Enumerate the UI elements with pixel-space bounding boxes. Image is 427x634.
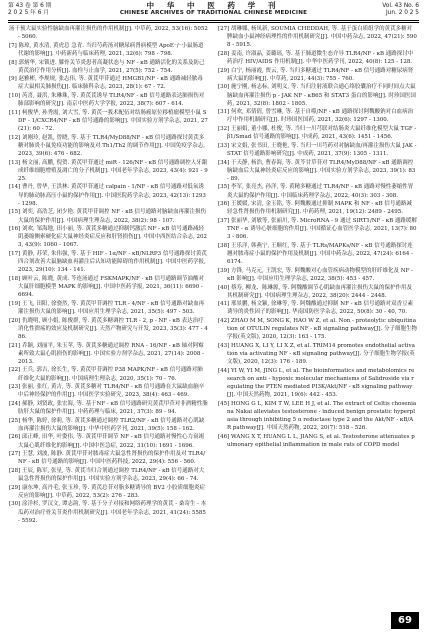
reference-item: [34] 于天静, 杨浩, 曹春海, 等. 黄芩甘草苷对 TLR4/MyD88/NF - κB 通路调控脑缺血后大鼠神经炎症反应的影响[J]. 中国实验方剂学杂志, 2023, 39(1): 83 - 89. (218, 159, 416, 182)
reference-item: [28] 王辰, 陈军, 张星, 等. 黄芪当归合剂通过调控 TLR4/NF - κB 信号通路对大鼠急性肾损伤的保护作用[J]. 中国实验方剂学杂志, 2023, 29(4): 66 - 74. (9, 467, 205, 483)
reference-item: [31] 何欢, 邓倩倩, 曾雪琳, 等. 基于自噬/NF - κB 通路探讨阿魏酸钠对白血病治疗中作用机制研究[J]. 时珍国医国药, 2021, 32(6): 1297 - 1300. (218, 109, 414, 124)
reference-item: [43] HUANG X, LI Y, LI X Z, et al. TRIM14 promotes endothelial activation via activating NF - κB signaling pathway[J]. 分子细胞生物学报(英文版), 2020, 12(3): 176 - 189. (218, 342, 415, 366)
journal-title-en: CHINESE ARCHIVES OF TRADITIONAL CHINESE MEDICINE (119, 10, 308, 16)
page-number: 69 (391, 612, 419, 629)
reference-item: [27] 胡琳娜, 杨凤新, SOUMIA CHEDDAH, 等. 基于蛋白质组学的黄芪多糖对脾缺血小鼠神经病理性的作用机制研究[J]. 中国中药杂志, 2022, 47(21): 5908 - 5915. (218, 26, 417, 49)
reference-item: [42] ZHAO M M, SONG K, HAO W Z, et al. Non - proteolytic ubiquitination of OTULIN regulates NF - κB signaling pathway[J]. 分子细胞生物学报(英文版), 2020, 12(3): 163 - 175. (218, 318, 417, 341)
reference-item: [13] 杨文丽, 高鹏, 倪贺. 黄芪甲苷通过 miR - 126/NF - κB 信号通路调控人牙龈成纤维细胞增殖及凋亡的分子机制[J]. 中国老年学杂志, 2023, 43(4): 921 - 925. (9, 159, 208, 182)
issue-info (8, 3, 51, 17)
references-right-column (218, 25, 417, 450)
reference-item: [45] HONG G L, KIM T W, LEE H J, et al. The extract of Celtis choseniana Nakai alleviates testosterone - induced benign prostatic hyperplasia through inhibiting 5 α reductase type 2 and the Akt/NF - κB/AR pathway[J]. 中国天然药物, 2022, 20(7): 518 - 526. (218, 400, 417, 432)
reference-item: [27] 王慧, 刘波, 陈静. 黄芪甲苷对脓毒症大鼠急性肾损伤的保护作用及对 TLR4/NF - κB 信号通路的影响[J]. 中国中医药科技, 2022, 29(4): 556 - 560. (9, 451, 206, 466)
reference-item: [21] 乔颖, 刘丽平, 朱玉苹, 等. 黄芪多糖通过调控 RNA - 16/NF - κB 轴对阿霉素所致大鼠心肌损伤的影响[J]. 中国实验方剂学杂志, 2021, 27(14): 2008 - 2013. (9, 342, 204, 365)
reference-item: [14] 曹丹, 曾华, 王洪林. 黄芪甲苷通过 calpain - 1/NF - κB 信号通路对低氧诱导的肺动脉高压小鼠的保护作用[J]. 中国医院药学杂志, 2023, 42(13): 1293 - 1298. (9, 184, 206, 207)
reference-item: [11] 柯俊华, 孙秀霞, 刘大雪, 等. 黄芪一莪术配伍对结肠癌原位移植瘤模型小鼠 SDF - 1/CXCR4/NF - κB 信号通路的影响[J]. 中国实验方剂学杂志, 2021, 27(21): 60 - 72. (9, 109, 208, 133)
reference-item: [37] 张丽华, 刘敏等, 张丽川, 等. MicroRNA - 9 通过 SIRT1/NF - κB 通路缓解 TNF - α 诱导心脏细胞的作用[J]. 中国循证心血管医学杂志, 2021, 13(7): 803 - 806. (218, 217, 417, 241)
references-left-column (9, 25, 208, 525)
reference-item: [29] 白宁, 杨丽霞, 贾云, 等. 当归多糖通过 TLR4/NF - κB 信号通路对糖尿病肾病大鼠的影响[J]. 中草药, 2021, 44(3): 755 - 760. (218, 67, 414, 82)
reference-item: [12] 刘刚玲, 赵凯, 曾晓, 等. 基于 TLR4/MyD88/NF - κB 信号通路探讨黄芪多糖对肺炎小鼠免疫功能的影响及对 Th1/Th2 的调节作用[J]. 中国免疫学杂志, 2023, 39(6): 476 - 682. (9, 134, 206, 157)
reference-item: [41] 邢景鹏, 杨文颖, 徐琳等, 等. 阿魏酸通过抑制 NF - κB 信号通路对双香豆素诱导的炎性因子的影响[J]. 华南国防医学杂志, 2022, 50(8): 30 - 40, 70. (218, 301, 413, 316)
reference-item: [18] 顾叶云, 陈晓, 黄成. 芩连汤通过 FSKMAPK/NF - κB 信号通路调节油酸对大鼠肝细胞模型 MAPK 的影响[J]. 中国中医药学报, 2021, 36(11): 6690 - 6694. (9, 275, 204, 299)
volume-issue: 第 43 卷 第 6 期 (8, 3, 52, 9)
reference-item: [35] 李军, 张亮杰, 孙洋, 等. 黄精多糖通过 TLR4/NF - κB 通路对慢性萎缩性胃炎大鼠的保护作用[J]. 中国临床药理学杂志, 2022, 40(3): 303 - 308. (218, 184, 414, 199)
reference-item: [36] 王媛媛, 宋清, 金玉铭, 等. 阿魏酸通过抑制 MAPK 和 NF - κB 信号通路减轻急性肾损伤作用机制研究[J]. 中药药理, 2021, 19(12): 2489 - 2495. (218, 201, 412, 216)
reference-item: [15] 刘奕, 高浩芝, 闭少艳. 黄芪甲苷调控 NF - κB 信号通路对脑缺血再灌注损伤大鼠的保护作用[J]. 中国病理生理杂志, 2022, 38(2): 98 - 107. (9, 209, 206, 224)
reference-item: [39] 方锋, 马克元, 王凯宏, 等. 阿魏酸对心血管疾病动物模型的肝纤维化及 NF - κB 影响[J]. 中国应用生理学杂志, 2022, 38(5): 453 - 457. (218, 267, 414, 282)
reference-item: [22] 王兵, 郭吉, 徐长生, 等. 黄芪甲苷调控 P38 MAPK/NF - κB 信号通路对肺纤维化大鼠的影响[J]. 中国病理生理杂志, 2020, 35(1): 70 - 76. (9, 367, 203, 382)
volume-issue-en: Vol. 43 No. 6 (382, 3, 419, 9)
reference-item: [10] 芮喜, 聂洪, 朱琳珠, 等. 黄芪芪诱导 TLR4/NF - κB 信号通路表达肺损伤对肺部影响的研究[J]. 南京中医药大学学报, 2022, 38(7): 607 - 614. (9, 93, 205, 108)
reference-item: [26] 邱正峰, 田华, 叶姿伟, 等. 黄芪甲苷调节 NF - κB 信号通路对慢性心力衰竭大鼠心肌纤维化的影响[J]. 中国中医急症, 2022, 31(10): 1691 - 1696. (9, 434, 204, 449)
header-rule-thin (8, 22, 419, 23)
reference-item: [7] 陈琼, 黄水清, 黄虎总 急青. 当归芍药汤对糖尿病肾病模型 ApoE⁻/⁻小鼠肠道代谢的影响[J]. 中药新药与临床药理, 2021, 32(6): 798 - 798. (9, 42, 204, 57)
reference-item: [9] 赵雅彬, 李规规, 张志伟, 等. 黄芪甲苷通过 HMGB1/NF - κB 通路减轻脓毒症大鼠相关肺损伤[J]. 临床肺科杂志, 2023, 28(1): 67 - 72. (9, 76, 203, 91)
reference-item: [33] 宋文娟, 张书田, 王晓艳, 等. 当归一川芎药对对脑缺血/再灌注损伤大鼠 JAK - STAT 信号通路影响研究[J]. 中成药, 2021, 37(9): 1305 - 1311. (218, 142, 417, 157)
reference-item: [25] 杨华, 陈婷, 徐莉, 等. 黄芪多糖通过调控 TLR2/NF - κB 信号通路对心肌缺血再灌注损伤大鼠的影响[J]. 中华中医药学刊, 2021, 39(5): 158 - 162. (9, 417, 205, 432)
reference-item: [28] 姜南, 许淑晶, 姜璐瑶, 等. 基于肺道微生态介导 TLR4/NF - κB 通路探讨中药治疗 HIV/AIDS 作用机制[J]. 中华中医药学刊, 2022, 40(8): 125 - 128. (218, 50, 414, 66)
reference-item: [32] 王丽娟, 董小娜, 杜俊, 等. 当归一川芎联对结肠炎大鼠纤维化模型大鼠 TGF - β1/Smad 信号通路的影响[J]. 中成药, 2021, 43(6): 1451 - 1456. (218, 126, 417, 141)
reference-item: [17] 黄静, 苏荣, 朱伟强, 等. 基于 HIF - 1α/NF - κB/NLRP3 信号通路探讨黄芪四合剂改善大鼠脑缺血再灌注后认知功能障碍的作用机制[J]. 中国中医药学报, 2023, 29(10): 134 - 141. (9, 251, 207, 274)
journal-header (8, 2, 419, 19)
issue-date: 2 0 2 5 年 6 月 (8, 10, 50, 16)
reference-item: [8] 郭炳华, 宋锁进. 膝骨关节炎患者高凝状态与 NF - κB 通路活化的关系及防己黄芪治疗作用分析[J]. 血栓与止血学, 2021, 27(5): 752 - 754. (9, 59, 205, 74)
header-rule-thick (8, 20, 419, 21)
reference-item: [23] 张丽, 张红, 黄吉, 等. 黄芪多糖对 TLR4/NF - κB 信号通路在大鼠缺血脑卒中后神经保护的作用[J]. 中国医学实验研究, 2023, 38(4): 463 - 469. (9, 384, 205, 399)
reference-item: [16] 刘欢, 邹海地, 田小丽, 等. 黄芪多糖通过抑制钙激活 NF - κB 信号通路减轻肌萎缩侧索硬化症大鼠神经炎症反应和肝肾损伤[J]. 中国中西医结合杂志, 2023, 43(9): 1060 - 1067. (9, 226, 207, 249)
reference-item: [38] 王乐洋, 韩燕宁, 王顺红, 等. 基于 TLRs/MAPKs/NF - κB 信号通路探讨连翘对脓毒症小鼠的保护作用及机制[J]. 中国中药杂志, 2022, 47(24): 6164 - 6174. (218, 242, 413, 266)
reference-item: [40] 蔡寿, 柳龙、陈琳源, 等. 阿魏酸调节心肌缺血再灌注损伤大鼠的保护作用及其机制研究[J]. 中国病理生理杂志, 2022, 38(20): 2444 - 2448. (218, 284, 413, 299)
reference-item: [30] 施宁刚, 杨志标, 刘明义, 等. 当归注射液联合通心络胶囊治疗不同时间点大鼠脑缺血再灌注损伤 p - JAK NF - κB65 和 STAT3 蛋白的影响[J]. 时珍国医国药, 2021, 32(8): 1802 - 1805. (218, 84, 416, 107)
issue-info-en (382, 3, 419, 17)
issue-date-en: Jun. 2 0 2 5 (385, 10, 419, 16)
reference-item: [29] 康东坤, 高丹毛, 张玉珍, 等. 黄芪总苷对脂多糖诱导的 BV2 小胶质细胞炎症反应的影响[J]. 中草药, 2022, 53(2): 276 - 283. (9, 484, 206, 499)
reference-item: 汤干预大鼠实验性脑缺血再灌注损伤的作用机制[J]. 中草药, 2022, 53(16): 5052 - 5060. (9, 26, 208, 41)
reference-item: [19] 王飞, 田阳, 徐骁然, 等. 黄芪甲苷调控 TLR - 4/NF - κB 信号通路对缺血再灌注损伤大鼠的影响[J]. 中国应用生理学杂志, 2021, 35(5): 497 - 503. (9, 300, 205, 315)
reference-item: [46] WANG X T, HUANG L L, JIANG S, et al. Testosterone attenuates pulmonary epithelial inflammation in male rats of COPD model (218, 433, 415, 449)
journal-title-cn: 中 华 中 医 药 学 刊 (146, 1, 281, 10)
reference-item: [44] YI W, YI M, JING L, et al. The bioinformatics and metabolomics research on anti - hypoxic molecular mechanisms of Salidroside via regulating the PTEN mediated PI3K/Akt/NF - κB signaling pathway[J]. 中国天然药物, 2021, 19(6): 442 - 453. (218, 367, 415, 399)
reference-item: [20] 仇晓明, 顾小娟, 陈俊群, 等. 黄芪多糖调控 TLR - 2, p - NF - κB 表达治疗消化性溃疡的效应及机制研究[J]. 天然产物研究与开发, 2023, 35(3): 477 - 486. (9, 317, 208, 340)
reference-item: [24] 郝静, 刘贤政, 张宏海, 等. 基于NF - κB 信号通路研究黄芪甲苷对非酒精性脂肪肝大鼠的保护作用[J]. 中药药理与临床, 2021, 37(3): 89 - 94. (9, 400, 208, 416)
reference-item: [30] 涂洋杉, 罗汉文, 谭志韵, 等. 基于分子对接和网络药理学的黄芪 - 桑寄生 - 本瓜药对治疗骨关节炎作用机制研究[J]. 中国老年学杂志, 2021, 41(24): 5585 - 5592. (9, 501, 207, 524)
journal-title (78, 2, 349, 17)
